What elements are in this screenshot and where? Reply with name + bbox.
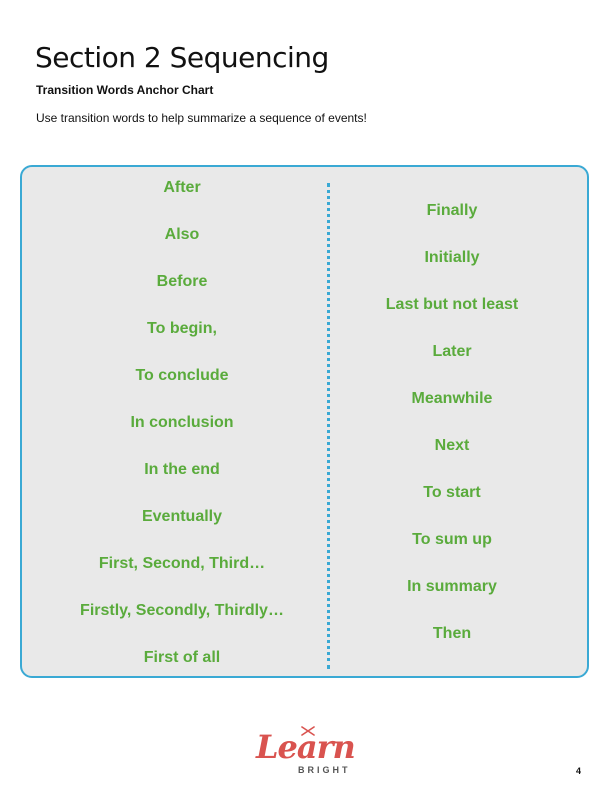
word-item: In the end [144, 461, 220, 478]
word-item: To start [423, 484, 481, 501]
word-item: Firstly, Secondly, Thirdly… [80, 602, 284, 619]
word-item: Also [164, 226, 200, 243]
anchor-chart [20, 165, 589, 678]
word-item: Meanwhile [411, 390, 493, 407]
word-item: To begin, [147, 320, 217, 337]
word-item: Finally [426, 202, 478, 219]
logo-word: Learn [256, 728, 355, 766]
word-item: Before [156, 273, 208, 290]
page-title: Section 2 Sequencing [35, 41, 329, 74]
word-item: Next [434, 437, 470, 454]
word-item: First, Second, Third… [98, 555, 266, 572]
word-item: After [163, 179, 201, 196]
learn-bright-logo [250, 726, 360, 784]
instructions-text: Use transition words to help summarize a sequence of events! [36, 111, 367, 125]
word-item: Initially [424, 249, 480, 266]
word-item: Then [432, 625, 472, 642]
word-item: In conclusion [130, 414, 234, 431]
word-item: To conclude [135, 367, 229, 384]
word-item: First of all [143, 649, 221, 666]
word-item: Later [432, 343, 472, 360]
word-item: Eventually [141, 508, 223, 525]
word-item: In summary [407, 578, 497, 595]
word-item: Last but not least [385, 296, 519, 313]
logo-subtext: BRIGHT [298, 765, 351, 775]
page-number: 4 [576, 766, 582, 776]
page-subtitle: Transition Words Anchor Chart [36, 83, 214, 97]
word-item: To sum up [412, 531, 492, 548]
